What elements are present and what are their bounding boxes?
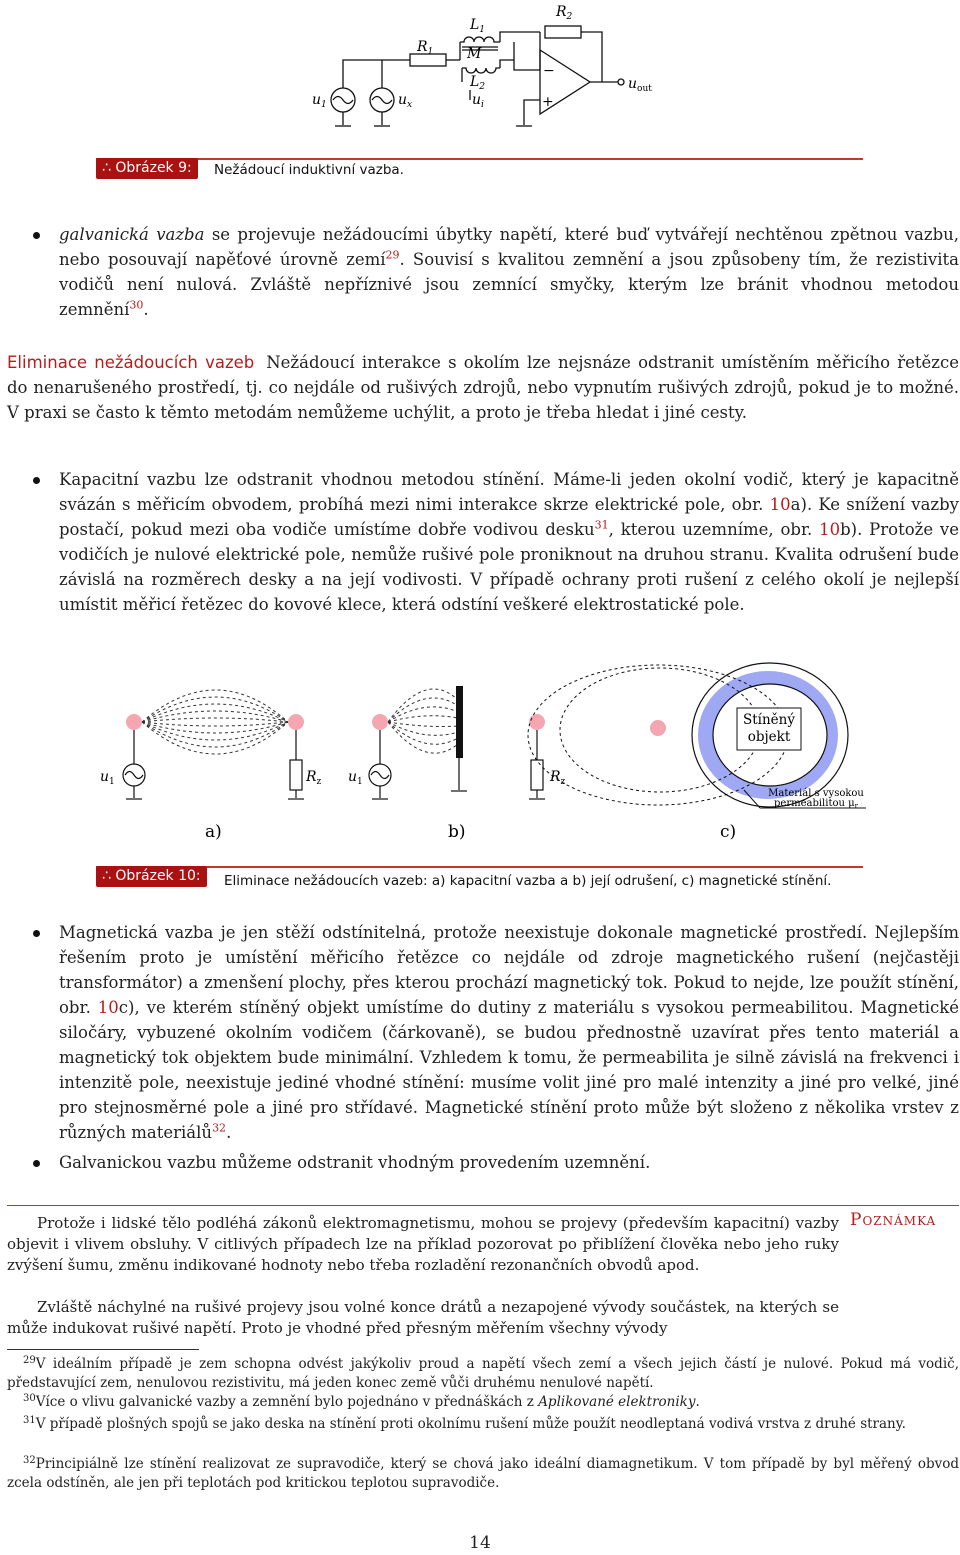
note-label: Poznámka [850,1210,937,1230]
label-Rz-a: $R_z$ [306,769,322,787]
figure-10-shielding [0,660,960,860]
label-Rz-b: $R_z$ [550,769,566,787]
figure-ref[interactable]: 10 [97,998,119,1017]
bullet-dot [33,1160,40,1167]
figure-9-caption [96,158,863,182]
footnote-ref[interactable]: 29 [385,248,400,262]
run-in-heading: Eliminace nežádoucích vazeb [7,353,255,372]
label-uout: $u_{out}$ [628,76,652,94]
figure-10-caption [96,866,863,890]
note-rule [7,1205,959,1206]
opamp-minus: − [543,63,555,79]
bullet-dot [33,930,40,937]
bullet-magnetic-coupling: Magnetická vazba je jen stěží odstínitelná, protože neexistuje dokonale magnetické prostředí. Nejlepším řešením proto je umístění měřicího řetězce co nejdále od zdroje magnetického rušení (nejčastěji transformátor) a zmenšení plochy, přes kterou prochází magnetický tok. Pokud to nejde, lze použít stínění, obr. 10c), ve kterém stíněný objekt umístíme do dutiny z materiálu s vysokou permeabilitou. Magnetické siločáry, vybuzené okolním vodičem (čárkovaně), se budou přednostně uzavírat přes tento materiál a magnetický tok objektem bude minimální. Vzhledem k tomu, že permeabilita je silně závislá na frekvenci i intenzitě pole, neexistuje jediné vhodné stínění: musíme volit jiné pro malé intenzity a jiné pro velké, jiné pro stejnosměrné pole a jiné pro střídavé. Magnetické stínění proto může být složeno z několika vrstev z různých materiálů$^{32}$. [59,920,959,1145]
material-label-2: permeabilitou $\mu_r$ [774,798,858,810]
label-u1: $u_1$ [312,92,327,110]
page-number: 14 [469,1533,491,1553]
bullet-dot [33,232,40,239]
panel-c [528,663,866,842]
label-L1: $L_1$ [470,17,486,35]
footnote-29: $^{29}$V ideálním případě je zem schopna odvést jakýkoliv proud a napětí všech zemí a všech jejich částí je nulové. Pokud má vodič, představující zem, nenulovou rezistivitu, má jeden konec země vůči druhému nenulové napětí. [7,1354,959,1391]
bullet-galvanic-coupling: galvanická vazba se projevuje nežádoucími úbytky napětí, které buď vytvářejí nechtěnou zpětnou vazbu, nebo posouvají napěťové úrovně zemí$^{29}$. Souvisí s kvalitou zemnění a jsou způsobeny tím, že rezistivita vodičů není nulová. Zvláště nepříznivé jsou zemnící smyčky, kterým lze bránit vhodnou metodou zemnění$^{30}$. [59,222,959,322]
label-L2: $L_2$ [470,74,486,92]
caption-rule [96,866,863,868]
shielded-object-label-1: Stíněný [743,712,795,728]
label-u1-a: $u_1$ [100,769,115,787]
panel-a [100,690,322,842]
footnote-32: $^{32}$Principiálně lze stínění realizovat ze supravodiče, který se chová jako ideální diamagnetikum. V tom případě by byl měřený obvod zcela odstíněn, ale jen při teplotách pod kritickou teplotou supravodiče. [7,1454,959,1491]
caption-label: ∴ Obrázek 9: [96,158,198,179]
caption-text: Eliminace nežádoucích vazeb: a) kapacitní vazba a b) její odrušení, c) magnetické stínění. [224,873,832,889]
caption-rule [96,158,863,160]
label-u1-b: $u_1$ [348,769,363,787]
figure-9-circuit [0,0,960,150]
caption-label: ∴ Obrázek 10: [96,866,207,887]
footnote-30: $^{30}$Více o vlivu galvanické vazby a zemnění bylo pojednáno v přednáškách z Aplikované elektroniky. [23,1392,700,1410]
shield-plate [456,686,463,758]
bullet-dot [33,477,40,484]
panel-c-label: c) [720,822,737,842]
panel-a-label: a) [205,822,222,842]
term: galvanická vazba [59,225,205,244]
note-paragraph-1: Protože i lidské tělo podléhá zákonů elektromagnetismu, mohou se projevy (především kapacitní) vazby objevit i vlivem obsluhy. V citlivých případech lze na příklad pozorovat po přiblížení člověka nebo jeho ruky zvýšení šumu, změnu indikované hodnoty nebo třeba rozladění rezonančních obvodů apod. [7,1214,839,1274]
bullet-capacitive-coupling: Kapacitní vazbu lze odstranit vhodnou metodou stínění. Máme-li jeden okolní vodič, který je kapacitně svázán s měřicím obvodem, probíhá mezi nimi interakce skrze elektrické pole, obr. 10a). Ke snížení vazby postačí, pokud mezi oba vodiče umístíme dobře vodivou desku$^{31}$, kterou uzemníme, obr. 10b). Protože ve vodičích je nulové elektrické pole, nemůže rušivé pole proniknout na druhou stranu. Kvalita odrušení bude závislá na rozměrech desky a na její vodivosti. V případě ochrany proti rušení z celého okolí je nejlepší umístit měřicí řetězec do kovové klece, která odstíní veškeré elektrostatické pole. [59,467,959,617]
figure-ref[interactable]: 10 [819,520,841,539]
bullet-galvanic-removal: Galvanickou vazbu můžeme odstranit vhodným provedením uzemnění. [59,1150,959,1175]
footnote-ref[interactable]: 32 [212,1121,227,1135]
figure-ref[interactable]: 10 [769,495,791,514]
label-R1: $R_1$ [417,39,434,57]
panel-b-label: b) [448,822,466,842]
footnote-31: $^{31}$V případě plošných spojů se jako deska na stínění proti okolnímu rušení může použít neodleptaná vodivá vrstva z druhé strany. [23,1414,906,1432]
label-ui: $u_i$ [472,92,484,110]
material-label-1: Materiál s vysokou [768,788,864,799]
paragraph-text: Nežádoucí interakce s okolím lze nejsnáze odstranit umístěním měřicího řetězce do nenarušeného prostředí, tj. co nejdále od rušivých zdrojů, nebo vypnutím rušivých zdrojů, pokud je to možné. V praxi se často k těmto metodám nemůžeme uchýlit, a proto je třeba hledat i jiné cesty. [7,353,959,422]
panel-b [348,686,566,842]
footnote-rule [7,1349,199,1350]
label-M: M [467,46,482,62]
shielded-object-label-2: objekt [747,729,791,745]
label-ux: $u_x$ [398,92,413,110]
footnote-ref[interactable]: 31 [594,518,609,532]
opamp-plus: + [542,94,554,110]
note-paragraph-2: Zvláště náchylné na rušivé projevy jsou volné konce drátů a nezapojené vývody součástek, na kterých se může indukovat rušivé napětí. Proto je vhodné před přesným měřením všechny vývody [7,1298,839,1337]
paragraph-elimination [7,350,959,425]
label-R2: $R_2$ [556,4,573,22]
footnote-ref[interactable]: 30 [129,298,144,312]
caption-text: Nežádoucí induktivní vazba. [214,162,404,178]
